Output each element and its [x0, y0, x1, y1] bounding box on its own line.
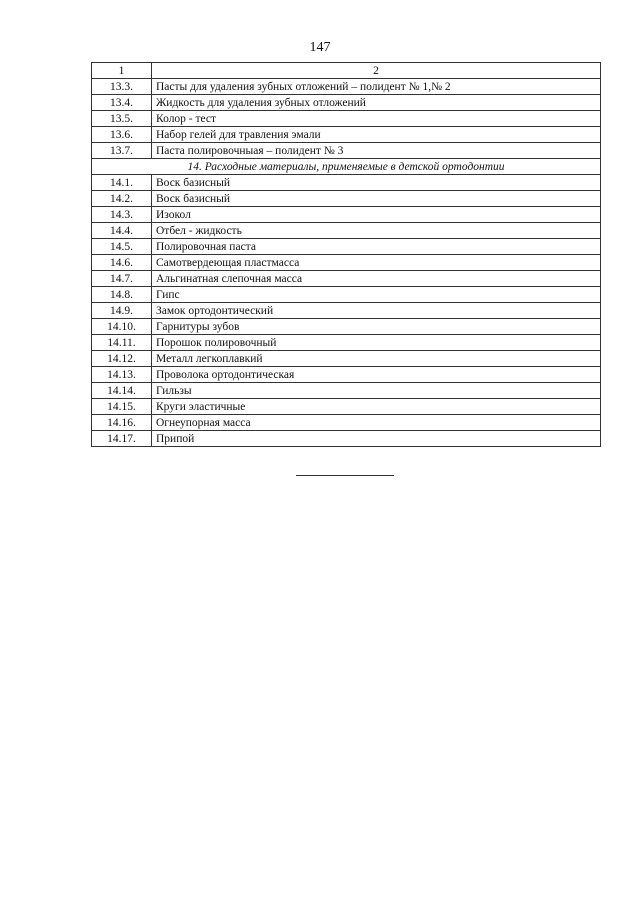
table-row [92, 255, 601, 271]
row-item-name: Колор - тест [152, 111, 601, 127]
row-number: 14.6. [92, 255, 152, 271]
row-number: 14.10. [92, 319, 152, 335]
row-item-name: Огнеупорная масса [152, 415, 601, 431]
row-number: 14.15. [92, 399, 152, 415]
row-number: 14.7. [92, 271, 152, 287]
row-number: 13.6. [92, 127, 152, 143]
row-item-name: Порошок полировочный [152, 335, 601, 351]
row-item-name: Гарнитуры зубов [152, 319, 601, 335]
row-item-name: Полировочная паста [152, 239, 601, 255]
row-item-name: Гипс [152, 287, 601, 303]
table-row [92, 415, 601, 431]
row-item-name: Воск базисный [152, 175, 601, 191]
table-row [92, 223, 601, 239]
row-number: 14.1. [92, 175, 152, 191]
table-row [92, 95, 601, 111]
row-item-name: Изокол [152, 207, 601, 223]
row-item-name: Проволока ортодонтическая [152, 367, 601, 383]
column-header-number: 1 [92, 63, 152, 79]
row-item-name: Набор гелей для травления эмали [152, 127, 601, 143]
row-item-name: Гильзы [152, 383, 601, 399]
section-title: 14. Расходные материалы, применяемые в детской ортодонтии [92, 159, 601, 175]
table-row [92, 303, 601, 319]
section-heading-row [92, 159, 601, 175]
table-row [92, 367, 601, 383]
row-number: 14.12. [92, 351, 152, 367]
row-item-name: Отбел - жидкость [152, 223, 601, 239]
row-item-name: Круги эластичные [152, 399, 601, 415]
table-row [92, 431, 601, 447]
row-number: 14.4. [92, 223, 152, 239]
row-number: 14.16. [92, 415, 152, 431]
table-row [92, 319, 601, 335]
row-item-name: Жидкость для удаления зубных отложений [152, 95, 601, 111]
table-row [92, 239, 601, 255]
end-of-document-rule [296, 475, 394, 476]
row-number: 14.2. [92, 191, 152, 207]
table-row [92, 351, 601, 367]
column-header-name: 2 [152, 63, 601, 79]
table-row [92, 143, 601, 159]
table-row [92, 383, 601, 399]
table-row [92, 335, 601, 351]
page-number: 147 [309, 40, 331, 55]
row-number: 13.4. [92, 95, 152, 111]
row-number: 13.5. [92, 111, 152, 127]
row-item-name: Самотвердеющая пластмасса [152, 255, 601, 271]
table-row [92, 127, 601, 143]
row-number: 14.3. [92, 207, 152, 223]
row-number: 13.3. [92, 79, 152, 95]
row-number: 14.5. [92, 239, 152, 255]
row-item-name: Воск базисный [152, 191, 601, 207]
row-number: 14.11. [92, 335, 152, 351]
row-number: 14.14. [92, 383, 152, 399]
row-item-name: Альгинатная слепочная масса [152, 271, 601, 287]
row-number: 13.7. [92, 143, 152, 159]
row-number: 14.8. [92, 287, 152, 303]
table-row [92, 191, 601, 207]
row-item-name: Металл легкоплавкий [152, 351, 601, 367]
row-item-name: Припой [152, 431, 601, 447]
table-row [92, 79, 601, 95]
table-row [92, 111, 601, 127]
row-number: 14.17. [92, 431, 152, 447]
row-item-name: Пасты для удаления зубных отложений – полидент № 1,№ 2 [152, 79, 601, 95]
table-row [92, 175, 601, 191]
table-row [92, 399, 601, 415]
table-row [92, 207, 601, 223]
materials-table [91, 62, 601, 447]
row-number: 14.13. [92, 367, 152, 383]
row-number: 14.9. [92, 303, 152, 319]
table-body [92, 63, 601, 447]
row-item-name: Замок ортодонтический [152, 303, 601, 319]
table-row [92, 271, 601, 287]
table-row [92, 287, 601, 303]
row-item-name: Паста полировочныая – полидент № 3 [152, 143, 601, 159]
table-header-row [92, 63, 601, 79]
